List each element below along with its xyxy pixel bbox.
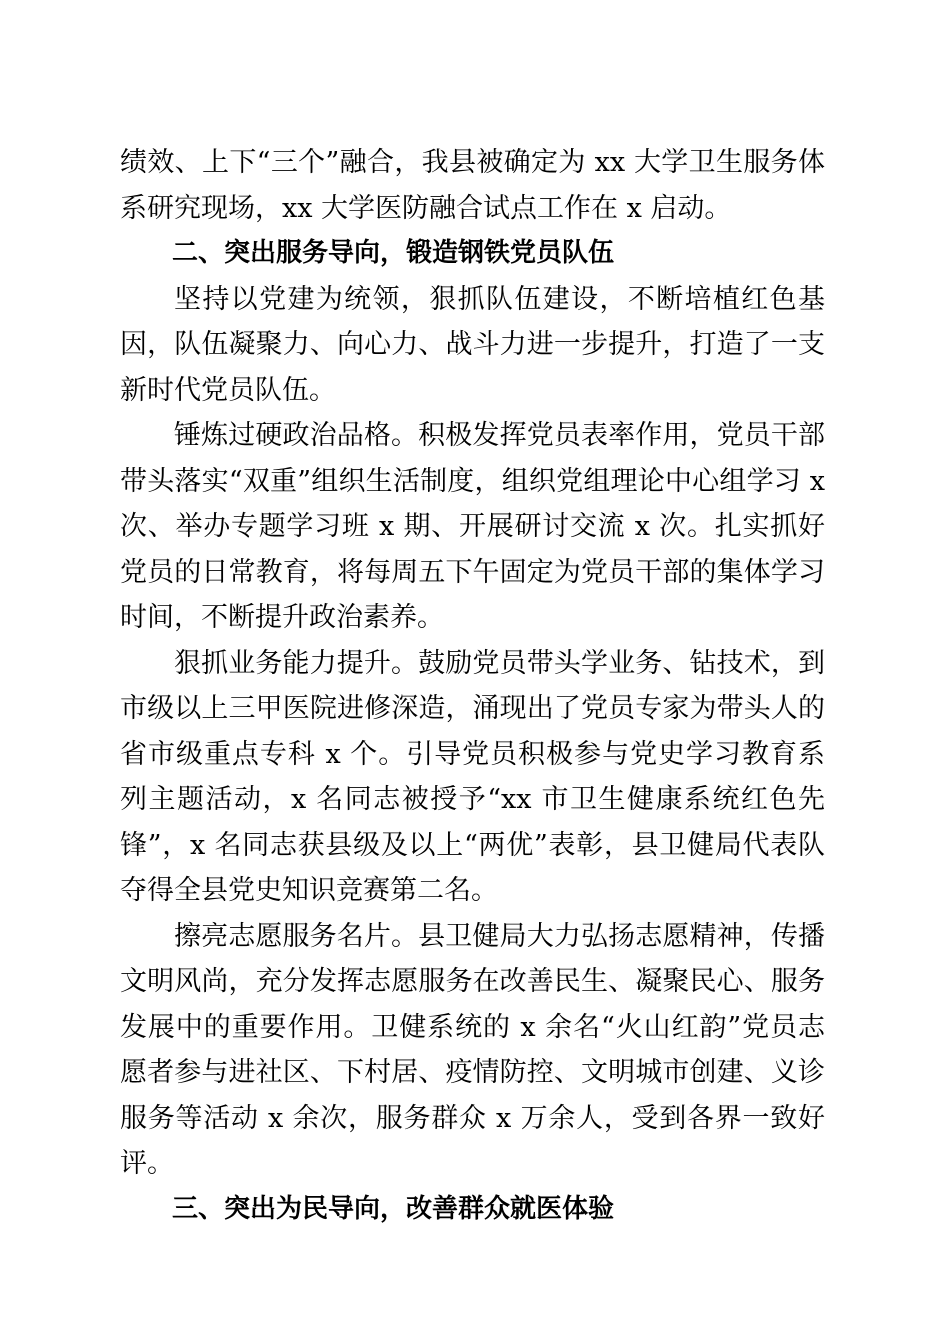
paragraph-continuation: 绩效、上下“三个”融合，我县被确定为 xx 大学卫生服务体系研究现场，xx 大学医防融合试点工作在 x 启动。 [120, 147, 825, 224]
paragraph-political-quality: 锤炼过硬政治品格。积极发挥党员表率作用，党员干部带头落实“双重”组织生活制度，组织党组理论中心组学习 x 次、举办专题学习班 x 期、开展研讨交流 x 次。扎实抓好党员的日常教育，将每周五下午固定为党员干部的集体学习时间，不断提升政治素养。 [120, 420, 825, 633]
paragraph-intro: 坚持以党建为统领，狠抓队伍建设，不断培植红色基因，队伍凝聚力、向心力、战斗力进一步提升，打造了一支新时代党员队伍。 [120, 283, 825, 406]
paragraph-volunteer-service: 擦亮志愿服务名片。县卫健局大力弘扬志愿精神，传播文明风尚，充分发挥志愿服务在改善民生、凝聚民心、服务发展中的重要作用。卫健系统的 x 余名“火山红韵”党员志愿者参与进社区、下村居、疫情防控、文明城市创建、义诊服务等活动 x 余次，服务群众 x 万余人，受到各界一致好评。 [120, 920, 825, 1179]
section-heading-3: 三、突出为民导向，改善群众就医体验 [172, 1193, 615, 1224]
document-body [120, 140, 825, 1232]
section-heading-2: 二、突出服务导向，锻造钢铁党员队伍 [172, 238, 615, 268]
paragraph-business-ability: 狠抓业务能力提升。鼓励党员带头学业务、钻技术，到市级以上三甲医院进修深造，涌现出了党员专家为带头人的省市级重点专科 x 个。引导党员积极参与党史学习教育系列主题活动，x 名同志被授予“xx 市卫生健康系统红色先锋”，x 名同志获县级及以上“两优”表彰，县卫健局代表队夺得全县党史知识竞赛第二名。 [120, 647, 825, 906]
